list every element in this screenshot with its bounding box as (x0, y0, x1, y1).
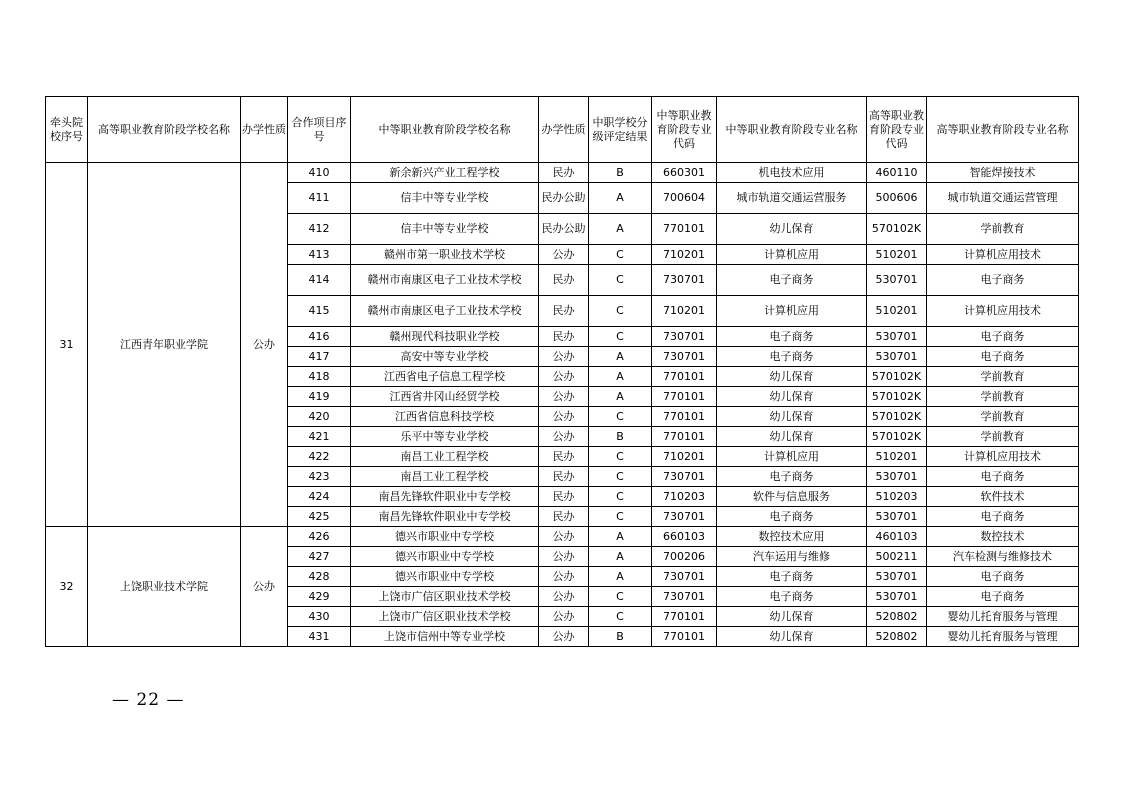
table-cell: 民办 (539, 467, 589, 487)
table-cell: 民办 (539, 296, 589, 327)
table-cell: 学前教育 (927, 367, 1079, 387)
table-cell: A (589, 547, 652, 567)
table-cell: 汽车检测与维修技术 (927, 547, 1079, 567)
table-cell: 电子商务 (927, 507, 1079, 527)
table-cell: 上饶市信州中等专业学校 (351, 627, 539, 647)
table-cell: 530701 (867, 587, 927, 607)
header-cell: 办学性质 (241, 97, 288, 163)
table-cell: 500606 (867, 183, 927, 214)
table-cell: 电子商务 (717, 327, 867, 347)
table-cell: C (589, 507, 652, 527)
table-cell: 城市轨道交通运营管理 (927, 183, 1079, 214)
table-cell: 510203 (867, 487, 927, 507)
table-cell: 数控技术 (927, 527, 1079, 547)
table-cell: 510201 (867, 447, 927, 467)
table-cell: B (589, 427, 652, 447)
table-cell: 420 (288, 407, 351, 427)
table-cell: 422 (288, 447, 351, 467)
table-cell: 电子商务 (927, 587, 1079, 607)
table-cell: 学前教育 (927, 427, 1079, 447)
table-cell: 570102K (867, 427, 927, 447)
table-cell: 民办 (539, 487, 589, 507)
table-cell: 公办 (539, 347, 589, 367)
table-cell: 412 (288, 214, 351, 245)
table-cell: 413 (288, 245, 351, 265)
table-cell: 幼儿保育 (717, 627, 867, 647)
table-cell: 赣州市南康区电子工业技术学校 (351, 296, 539, 327)
table-cell: 公办 (539, 407, 589, 427)
table-cell: 上饶市广信区职业技术学校 (351, 587, 539, 607)
table-cell: A (589, 214, 652, 245)
table-cell: 530701 (867, 327, 927, 347)
table-cell: 570102K (867, 367, 927, 387)
table-cell: 汽车运用与维修 (717, 547, 867, 567)
table-cell: A (589, 367, 652, 387)
table-cell: A (589, 347, 652, 367)
table-cell: 710201 (652, 296, 717, 327)
table-cell: 南昌工业工程学校 (351, 467, 539, 487)
table-cell: 德兴市职业中专学校 (351, 567, 539, 587)
table-cell: 510201 (867, 296, 927, 327)
table-cell: 上饶市广信区职业技术学校 (351, 607, 539, 627)
table-cell: 427 (288, 547, 351, 567)
table-cell: 423 (288, 467, 351, 487)
table-cell: 660103 (652, 527, 717, 547)
table-cell: 婴幼儿托育服务与管理 (927, 607, 1079, 627)
table-cell: 德兴市职业中专学校 (351, 547, 539, 567)
table-cell: 710201 (652, 245, 717, 265)
header-cell: 中等职业教育阶段专业名称 (717, 97, 867, 163)
table-cell: 700604 (652, 183, 717, 214)
table-cell: 新余新兴产业工程学校 (351, 163, 539, 183)
table-cell: 730701 (652, 265, 717, 296)
table-cell: 城市轨道交通运营服务 (717, 183, 867, 214)
table-cell: 计算机应用 (717, 447, 867, 467)
group-seq-cell: 31 (46, 163, 88, 527)
table-cell: 赣州市南康区电子工业技术学校 (351, 265, 539, 296)
table-cell: 424 (288, 487, 351, 507)
table-cell: C (589, 487, 652, 507)
table-cell: 幼儿保育 (717, 607, 867, 627)
table-cell: 计算机应用技术 (927, 245, 1079, 265)
table-cell: 500211 (867, 547, 927, 567)
table-cell: 信丰中等专业学校 (351, 183, 539, 214)
group-college-cell: 上饶职业技术学院 (88, 527, 241, 647)
table-cell: 770101 (652, 607, 717, 627)
table-cell: C (589, 407, 652, 427)
table-cell: 418 (288, 367, 351, 387)
table-cell: 430 (288, 607, 351, 627)
table-cell: C (589, 265, 652, 296)
table-cell: 770101 (652, 367, 717, 387)
table-cell: 730701 (652, 567, 717, 587)
table-cell: 婴幼儿托育服务与管理 (927, 627, 1079, 647)
table-cell: 770101 (652, 214, 717, 245)
table-cell: A (589, 567, 652, 587)
table-cell: 学前教育 (927, 407, 1079, 427)
table-cell: 530701 (867, 347, 927, 367)
table-cell: 570102K (867, 214, 927, 245)
table-cell: 710201 (652, 447, 717, 467)
table-cell: 530701 (867, 567, 927, 587)
table-cell: 公办 (539, 607, 589, 627)
table-cell: 幼儿保育 (717, 407, 867, 427)
table-cell: 电子商务 (717, 467, 867, 487)
table-cell: 幼儿保育 (717, 367, 867, 387)
table-cell: 幼儿保育 (717, 387, 867, 407)
table-cell: 民办 (539, 327, 589, 347)
table-cell: 电子商务 (717, 265, 867, 296)
table-cell: 570102K (867, 387, 927, 407)
table-cell: 信丰中等专业学校 (351, 214, 539, 245)
table-cell: 民办 (539, 507, 589, 527)
table-cell: B (589, 627, 652, 647)
header-row (46, 97, 1079, 163)
table-cell: 530701 (867, 265, 927, 296)
table-cell: 415 (288, 296, 351, 327)
table-cell: 南昌工业工程学校 (351, 447, 539, 467)
table-cell: 数控技术应用 (717, 527, 867, 547)
table-cell: 计算机应用技术 (927, 447, 1079, 467)
table-cell: 赣州现代科技职业学校 (351, 327, 539, 347)
table-cell: 530701 (867, 467, 927, 487)
table-cell: 德兴市职业中专学校 (351, 527, 539, 547)
table-cell: 770101 (652, 387, 717, 407)
table-cell: 520802 (867, 627, 927, 647)
table-cell: 公办 (539, 547, 589, 567)
header-cell: 高等职业教育阶段学校名称 (88, 97, 241, 163)
header-cell: 高等职业教育阶段专业名称 (927, 97, 1079, 163)
table-cell: 460103 (867, 527, 927, 547)
table-cell: 公办 (539, 387, 589, 407)
table-cell: 520802 (867, 607, 927, 627)
table-cell: 730701 (652, 507, 717, 527)
table-cell: 电子商务 (927, 347, 1079, 367)
table-cell: 公办 (539, 627, 589, 647)
table-cell: 电子商务 (927, 327, 1079, 347)
table-cell: 710203 (652, 487, 717, 507)
table-cell: C (589, 327, 652, 347)
table-cell: 429 (288, 587, 351, 607)
table-cell: 公办 (539, 527, 589, 547)
table-cell: 530701 (867, 507, 927, 527)
table-cell: 700206 (652, 547, 717, 567)
table-cell: 电子商务 (717, 567, 867, 587)
table-cell: 软件技术 (927, 487, 1079, 507)
table-cell: 公办 (539, 367, 589, 387)
table-cell: 学前教育 (927, 214, 1079, 245)
table-cell: 417 (288, 347, 351, 367)
table-cell: 民办 (539, 163, 589, 183)
table-cell: 电子商务 (927, 567, 1079, 587)
table-cell: A (589, 183, 652, 214)
table-cell: 770101 (652, 627, 717, 647)
table-cell: 411 (288, 183, 351, 214)
table-cell: 智能焊接技术 (927, 163, 1079, 183)
table-cell: 公办 (539, 427, 589, 447)
header-cell: 中等职业教育阶段学校名称 (351, 97, 539, 163)
page-number: — 22 — (112, 690, 185, 710)
table-cell: 416 (288, 327, 351, 347)
table-cell: 民办 (539, 265, 589, 296)
table-cell: 公办 (539, 567, 589, 587)
table-cell: 730701 (652, 327, 717, 347)
cooperation-table (45, 96, 1079, 647)
table-cell: 419 (288, 387, 351, 407)
table-cell: 421 (288, 427, 351, 447)
table-cell: 公办 (539, 245, 589, 265)
table-cell: 软件与信息服务 (717, 487, 867, 507)
table-body (46, 163, 1079, 647)
table-cell: 民办 (539, 447, 589, 467)
table-cell: C (589, 607, 652, 627)
table-cell: 计算机应用技术 (927, 296, 1079, 327)
table-cell: 425 (288, 507, 351, 527)
table-cell: 电子商务 (717, 587, 867, 607)
header-cell: 合作项目序号 (288, 97, 351, 163)
group-college-cell: 江西青年职业学院 (88, 163, 241, 527)
table-cell: 民办公助 (539, 183, 589, 214)
table-cell: 730701 (652, 467, 717, 487)
header-cell: 中职学校分级评定结果 (589, 97, 652, 163)
table-cell: C (589, 467, 652, 487)
table-row (46, 163, 1079, 183)
table-cell: 计算机应用 (717, 296, 867, 327)
table-cell: 计算机应用 (717, 245, 867, 265)
table-cell: 南昌先锋软件职业中专学校 (351, 507, 539, 527)
header-cell: 中等职业教育阶段专业代码 (652, 97, 717, 163)
table-cell: 赣州市第一职业技术学校 (351, 245, 539, 265)
table-cell: 幼儿保育 (717, 214, 867, 245)
table-cell: A (589, 527, 652, 547)
table-cell: 学前教育 (927, 387, 1079, 407)
group-nature-cell: 公办 (241, 527, 288, 647)
table-cell: 高安中等专业学校 (351, 347, 539, 367)
table-cell: 426 (288, 527, 351, 547)
table-row (46, 527, 1079, 547)
table-cell: C (589, 587, 652, 607)
table-cell: 660301 (652, 163, 717, 183)
table-cell: 570102K (867, 407, 927, 427)
table-cell: 民办公助 (539, 214, 589, 245)
table-cell: 431 (288, 627, 351, 647)
table-cell: 410 (288, 163, 351, 183)
table-cell: C (589, 447, 652, 467)
table-cell: 江西省电子信息工程学校 (351, 367, 539, 387)
table-cell: 乐平中等专业学校 (351, 427, 539, 447)
table-cell: 730701 (652, 587, 717, 607)
table-cell: 公办 (539, 587, 589, 607)
table-cell: 电子商务 (927, 265, 1079, 296)
table-cell: C (589, 245, 652, 265)
table-cell: 770101 (652, 427, 717, 447)
table-cell: 460110 (867, 163, 927, 183)
header-cell: 高等职业教育阶段专业代码 (867, 97, 927, 163)
table-cell: 电子商务 (717, 347, 867, 367)
table-cell: 414 (288, 265, 351, 296)
table-cell: 南昌先锋软件职业中专学校 (351, 487, 539, 507)
table-cell: 730701 (652, 347, 717, 367)
table-cell: B (589, 163, 652, 183)
table-cell: 江西省信息科技学校 (351, 407, 539, 427)
table-cell: C (589, 296, 652, 327)
group-seq-cell: 32 (46, 527, 88, 647)
header-cell: 办学性质 (539, 97, 589, 163)
header-cell: 牵头院校序号 (46, 97, 88, 163)
table-cell: 770101 (652, 407, 717, 427)
table-cell: 电子商务 (717, 507, 867, 527)
table-cell: 幼儿保育 (717, 427, 867, 447)
group-nature-cell: 公办 (241, 163, 288, 527)
table-cell: 电子商务 (927, 467, 1079, 487)
table-cell: 428 (288, 567, 351, 587)
table-cell: 江西省井冈山经贸学校 (351, 387, 539, 407)
table-cell: 510201 (867, 245, 927, 265)
table-cell: 机电技术应用 (717, 163, 867, 183)
table-cell: A (589, 387, 652, 407)
